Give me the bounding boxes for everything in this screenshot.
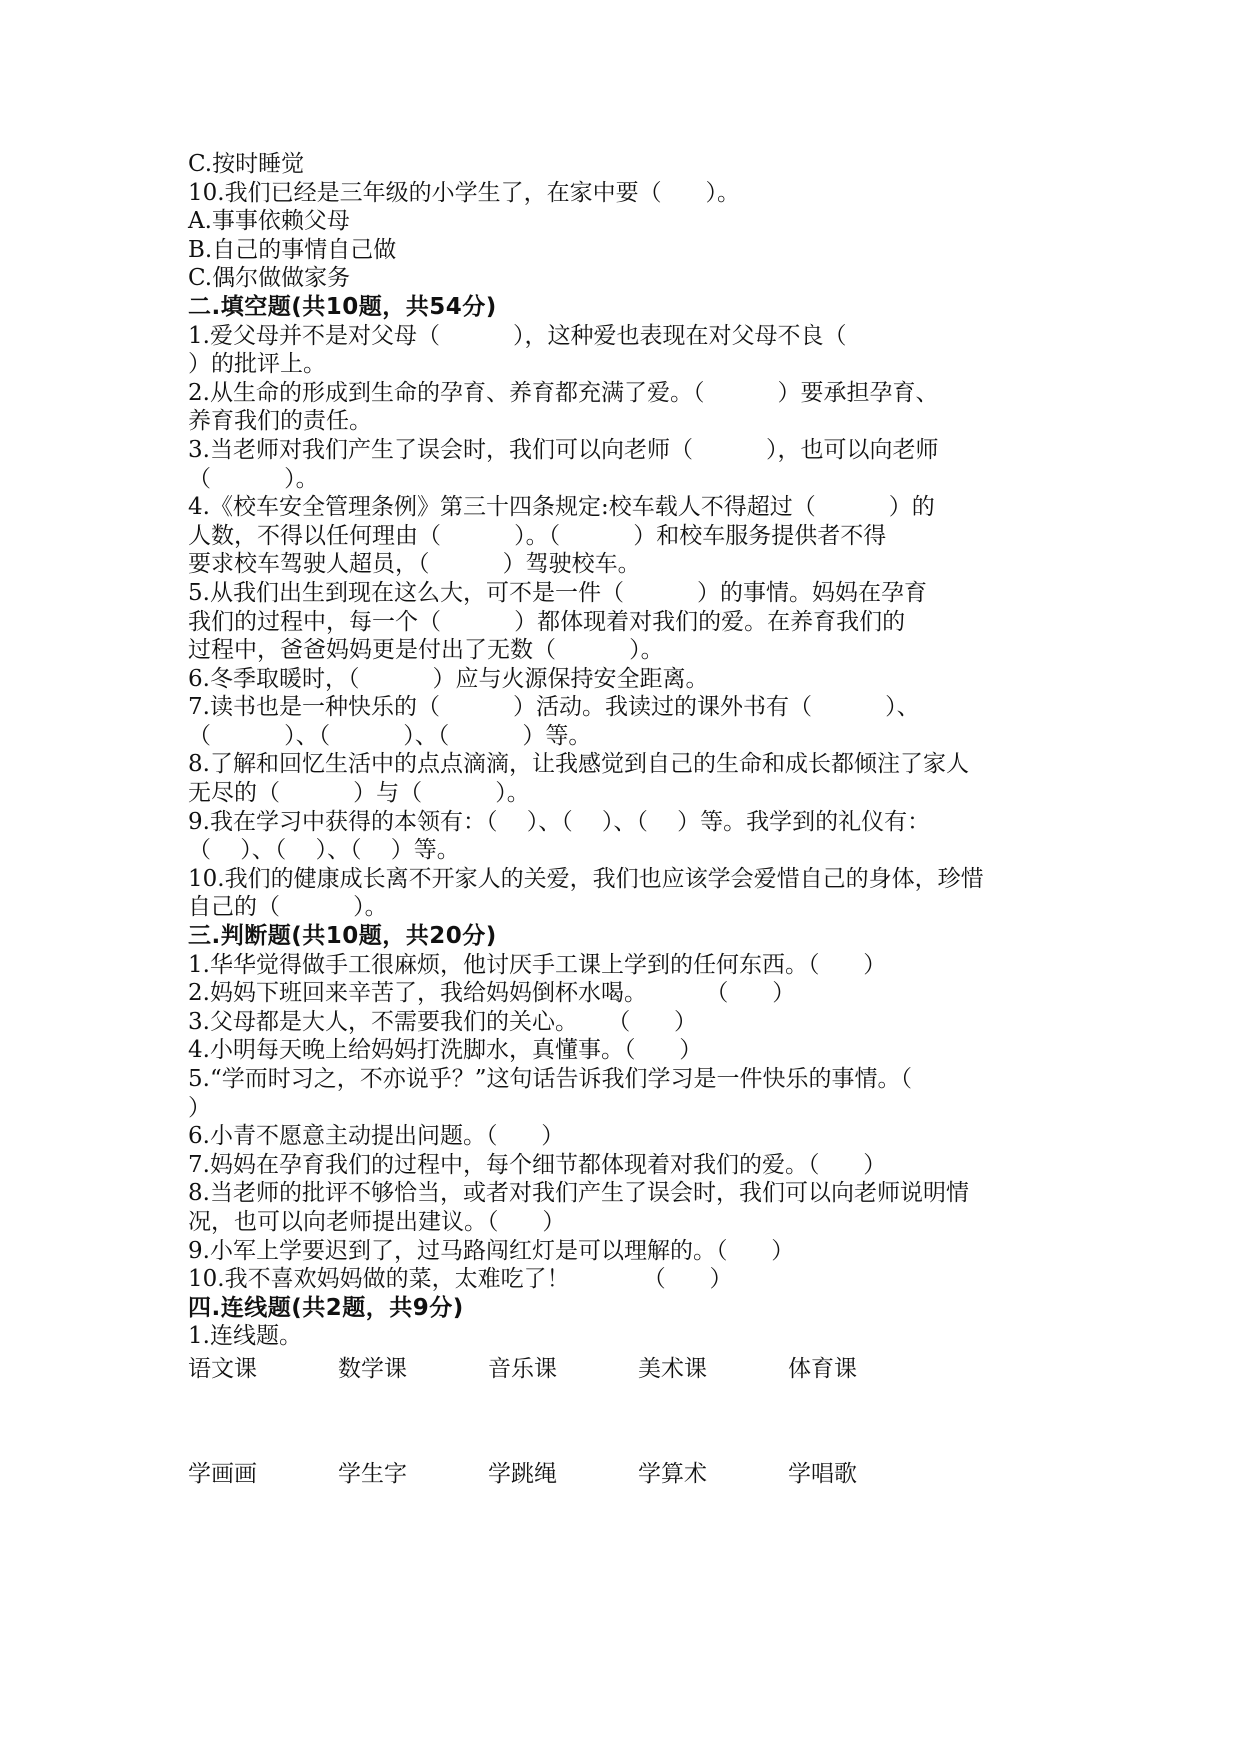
- question-line: 3.父母都是大人，不需要我们的关心。 （ ）: [188, 1008, 698, 1035]
- matching-item-top[interactable]: 数学课: [338, 1355, 407, 1382]
- question-line: 1.华华觉得做手工很麻烦，他讨厌手工课上学到的任何东西。（ ）: [188, 951, 887, 978]
- question-line: 况，也可以向老师提出建议。（ ）: [188, 1208, 566, 1235]
- matching-item-top[interactable]: 语文课: [188, 1355, 257, 1382]
- section2-fill-in-blank: [188, 293, 1068, 922]
- question-line: 要求校车驾驶人超员，（ ）驾驶校车。: [188, 551, 641, 578]
- question-line: ）的批评上。: [188, 351, 326, 378]
- matching-item-top[interactable]: 体育课: [788, 1355, 857, 1382]
- section4-matching: [188, 1294, 1068, 1488]
- question-line: 无尽的（ ）与（ ）。: [188, 780, 530, 807]
- question-line: 人数，不得以任何理由（ ）。（ ）和校车服务提供者不得: [188, 522, 887, 549]
- option-line: A.事事依赖父母: [188, 208, 350, 235]
- matching-item-top[interactable]: 音乐课: [488, 1355, 557, 1382]
- question-line: 5.从我们出生到现在这么大，可不是一件（ ）的事情。妈妈在孕育: [188, 579, 928, 606]
- question-line: 9.我在学习中获得的本领有：（ ）、（ ）、（ ）等。我学到的礼仪有：: [188, 808, 931, 835]
- question-line: （ ）、（ ）、（ ）等。: [188, 722, 592, 749]
- worksheet-page: [188, 150, 1068, 1488]
- question-line: 9.小军上学要迟到了，过马路闯红灯是可以理解的。（ ）: [188, 1237, 795, 1264]
- option-line: C.偶尔做做家务: [188, 265, 351, 292]
- question-line: 过程中，爸爸妈妈更是付出了无数（ ）。: [188, 637, 664, 664]
- section1-tail: [188, 150, 1068, 293]
- question-line: 10.我们已经是三年级的小学生了，在家中要（ ）。: [188, 179, 740, 206]
- question-line: 8.了解和回忆生活中的点点滴滴，让我感觉到自己的生命和成长都倾注了家人: [188, 751, 969, 778]
- section3-true-false: [188, 922, 1068, 1294]
- question-line: 2.妈妈下班回来辛苦了，我给妈妈倒杯水喝。 （ ）: [188, 980, 796, 1007]
- matching-top-row: [188, 1355, 1068, 1384]
- question-line: 4.小明每天晚上给妈妈打洗脚水，真懂事。（ ）: [188, 1037, 703, 1064]
- matching-item-bottom[interactable]: 学画画: [188, 1460, 257, 1487]
- question-line: 8.当老师的批评不够恰当，或者对我们产生了误会时，我们可以向老师说明情: [188, 1180, 969, 1207]
- question-line: 4.《校车安全管理条例》第三十四条规定:校车载人不得超过（ ）的: [188, 494, 935, 521]
- matching-item-bottom[interactable]: 学跳绳: [488, 1460, 557, 1487]
- question-line: （ ）。: [188, 465, 319, 492]
- matching-gap: [188, 1384, 1068, 1456]
- option-line: C.按时睡觉: [188, 151, 305, 177]
- matching-item-bottom[interactable]: 学唱歌: [788, 1460, 857, 1487]
- question-line: （ ）、（ ）、（ ）等。: [188, 837, 460, 864]
- section2-heading: 二.填空题(共10题，共54分): [188, 293, 497, 320]
- matching-item-bottom[interactable]: 学生字: [338, 1460, 407, 1487]
- question-line: 10.我们的健康成长离不开家人的关爱，我们也应该学会爱惜自己的身体，珍惜: [188, 865, 984, 892]
- question-line: 5.“学而时习之，不亦说乎？”这句话告诉我们学习是一件快乐的事情。（: [188, 1066, 912, 1092]
- question-line: 3.当老师对我们产生了误会时，我们可以向老师（ ），也可以向老师: [188, 436, 939, 463]
- question-line: 7.读书也是一种快乐的（ ）活动。我读过的课外书有（ ）、: [188, 694, 920, 721]
- question-line: 6.小青不愿意主动提出问题。（ ）: [188, 1123, 565, 1150]
- question-line: 自己的（ ）。: [188, 894, 388, 921]
- question-line: 6.冬季取暖时，（ ）应与火源保持安全距离。: [188, 665, 709, 692]
- question-line: 1.爱父母并不是对父母（ ），这种爱也表现在对父母不良（: [188, 322, 847, 349]
- question-line: 我们的过程中，每一个（ ）都体现着对我们的爱。在养育我们的: [188, 608, 906, 635]
- question-line: 2.从生命的形成到生命的孕育、养育都充满了爱。（ ）要承担孕育、: [188, 379, 939, 406]
- section3-heading: 三.判断题(共10题，共20分): [188, 923, 497, 950]
- question-line: 10.我不喜欢妈妈做的菜，太难吃了！ （ ）: [188, 1266, 733, 1293]
- option-line: B.自己的事情自己做: [188, 236, 397, 263]
- question-line: 1.连线题。: [188, 1323, 302, 1350]
- matching-item-top[interactable]: 美术课: [638, 1355, 707, 1382]
- matching-bottom-row: [188, 1460, 1068, 1489]
- question-line: 7.妈妈在孕育我们的过程中，每个细节都体现着对我们的爱。（ ）: [188, 1151, 887, 1178]
- section4-heading: 四.连线题(共2题，共9分): [188, 1294, 464, 1321]
- matching-item-bottom[interactable]: 学算术: [638, 1460, 707, 1487]
- question-line: ）: [188, 1094, 211, 1121]
- question-line: 养育我们的责任。: [188, 408, 372, 435]
